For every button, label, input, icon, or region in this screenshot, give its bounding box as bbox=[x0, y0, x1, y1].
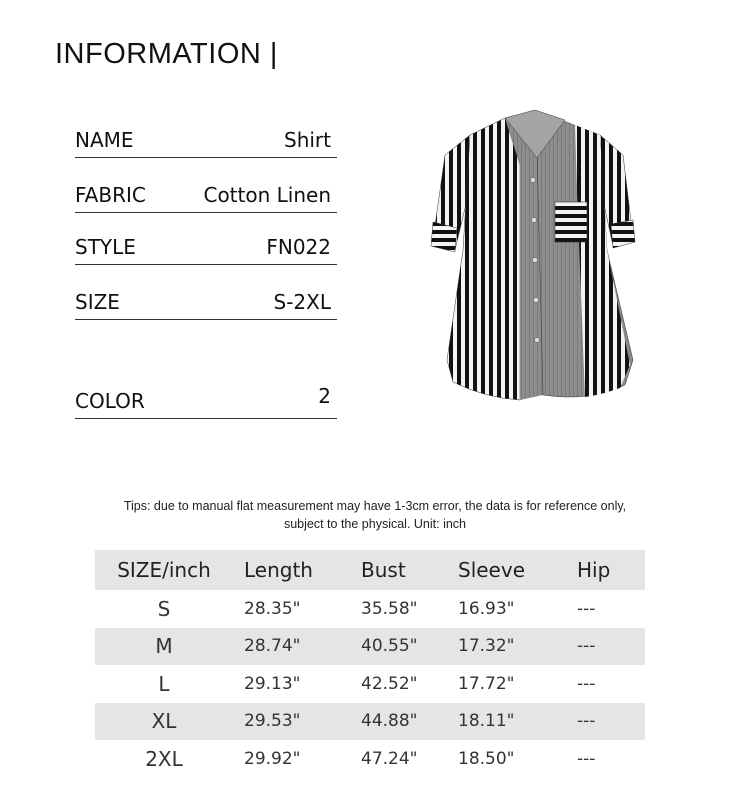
sleeve-cell: 17.72" bbox=[458, 673, 515, 694]
size-chart-header bbox=[95, 550, 645, 590]
name-value: Shirt bbox=[284, 128, 331, 152]
info-row-fabric bbox=[75, 176, 337, 213]
hip-cell: --- bbox=[577, 598, 596, 619]
bust-cell: 35.58" bbox=[361, 598, 418, 619]
info-row-style bbox=[75, 228, 337, 265]
length-cell: 29.13" bbox=[244, 673, 301, 694]
table-row bbox=[95, 590, 645, 628]
striped-shirt-image bbox=[425, 110, 645, 410]
tips-line-2: subject to the physical. Unit: inch bbox=[283, 517, 467, 531]
color-value: 2 bbox=[318, 384, 331, 408]
name-label: NAME bbox=[75, 128, 134, 152]
page-title: INFORMATION | bbox=[55, 38, 278, 70]
style-label: STYLE bbox=[75, 235, 136, 259]
length-cell: 28.35" bbox=[244, 598, 301, 619]
size-cell: XL bbox=[95, 703, 234, 741]
bust-cell: 40.55" bbox=[353, 628, 452, 666]
fabric-label: FABRIC bbox=[75, 183, 146, 207]
size-chart-table bbox=[95, 550, 645, 778]
hip-cell: --- bbox=[561, 628, 645, 666]
color-label: COLOR bbox=[75, 389, 145, 413]
sleeve-cell: 17.32" bbox=[452, 628, 561, 666]
size-cell: 2XL bbox=[145, 746, 183, 771]
length-cell: 29.92" bbox=[244, 748, 301, 769]
size-cell: M bbox=[95, 628, 234, 666]
info-row-name bbox=[75, 121, 337, 158]
table-row bbox=[95, 665, 645, 703]
tips-line-1: Tips: due to manual flat measurement may have 1-3cm error, the data is for reference only, bbox=[123, 499, 627, 513]
header-size: SIZE/inch bbox=[95, 550, 234, 590]
bust-cell: 44.88" bbox=[353, 703, 452, 741]
header-hip: Hip bbox=[561, 550, 645, 590]
header-length: Length bbox=[234, 550, 353, 590]
hip-cell: --- bbox=[561, 703, 645, 741]
table-row bbox=[95, 628, 645, 666]
header-sleeve: Sleeve bbox=[452, 550, 561, 590]
size-label: SIZE bbox=[75, 290, 120, 314]
fabric-value: Cotton Linen bbox=[203, 183, 331, 207]
bust-cell: 47.24" bbox=[361, 748, 418, 769]
table-row bbox=[95, 703, 645, 741]
length-cell: 28.74" bbox=[234, 628, 353, 666]
info-row-size bbox=[75, 283, 337, 320]
sleeve-cell: 16.93" bbox=[458, 598, 515, 619]
hip-cell: --- bbox=[577, 673, 596, 694]
bust-cell: 42.52" bbox=[361, 673, 418, 694]
info-row-color bbox=[75, 382, 337, 419]
hip-cell: --- bbox=[577, 748, 596, 769]
sleeve-cell: 18.50" bbox=[458, 748, 515, 769]
header-bust: Bust bbox=[353, 550, 452, 590]
table-row bbox=[95, 740, 645, 778]
size-cell: S bbox=[157, 596, 171, 621]
size-cell: L bbox=[158, 671, 170, 696]
length-cell: 29.53" bbox=[234, 703, 353, 741]
sleeve-cell: 18.11" bbox=[452, 703, 561, 741]
style-value: FN022 bbox=[266, 235, 331, 259]
measurement-tips bbox=[95, 497, 655, 533]
size-value: S-2XL bbox=[273, 290, 331, 314]
